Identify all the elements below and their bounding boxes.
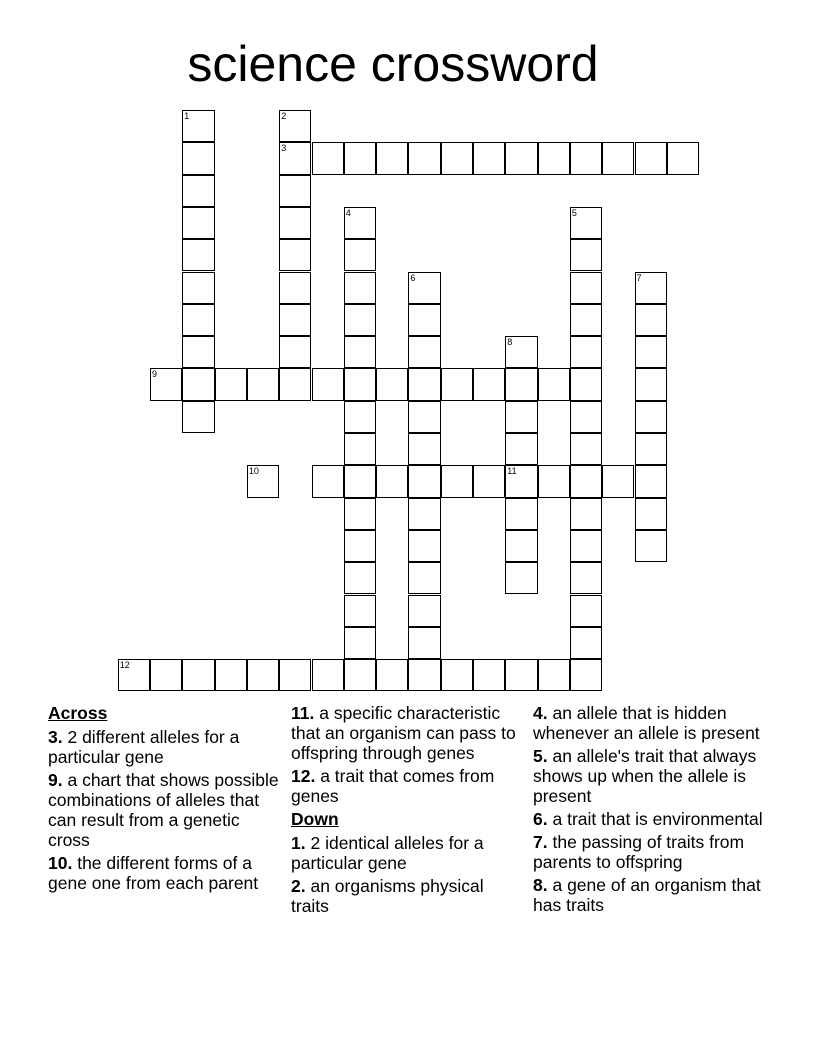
grid-cell[interactable] [344,595,376,627]
cell-number: 1 [184,111,190,121]
grid-cell[interactable] [473,465,505,497]
grid-cell[interactable] [602,465,634,497]
grid-cell[interactable] [538,465,570,497]
grid-cell[interactable] [635,272,667,304]
grid-cell[interactable] [279,272,311,304]
grid-cell[interactable] [182,239,214,271]
clue-down-8 [533,875,769,915]
grid-cell[interactable] [570,207,602,239]
grid-cell[interactable] [635,530,667,562]
grid-cell[interactable] [505,498,537,530]
clue-across-12 [291,766,523,806]
grid-cell[interactable] [344,433,376,465]
across-heading: Across [48,703,108,723]
clue-text: a trait that is environmental [552,809,763,829]
grid-cell[interactable] [279,175,311,207]
grid-cell[interactable] [570,498,602,530]
cell-number: 3 [281,143,287,154]
cell-number: 12 [119,660,130,671]
grid-cell[interactable] [635,465,667,497]
grid-cell[interactable] [215,659,247,691]
grid-cell[interactable] [279,336,311,368]
grid-cell[interactable] [279,110,311,142]
clue-number: 3. [48,727,63,747]
clue-text: the passing of traits from parents to offspring [533,832,745,872]
grid-cell[interactable] [344,207,376,239]
clue-text: a chart that shows possible combinations of alleles that can result from a genetic cross [48,770,279,850]
grid-cell[interactable] [635,304,667,336]
clue-number: 10. [48,853,73,873]
clue-across-10 [48,853,280,893]
grid-cell[interactable] [344,659,376,691]
grid-cell[interactable] [408,465,440,497]
grid-cell[interactable] [215,368,247,400]
grid-cell[interactable] [376,368,408,400]
clue-number: 4. [533,703,548,723]
clue-down-1 [291,833,523,873]
grid-cell[interactable] [344,272,376,304]
grid-cell[interactable] [408,498,440,530]
grid-cell[interactable] [376,142,408,174]
grid-cell[interactable] [344,465,376,497]
grid-cell[interactable] [182,659,214,691]
grid-cell[interactable] [635,142,667,174]
grid-cell[interactable] [376,659,408,691]
clue-number: 9. [48,770,63,790]
grid-cell[interactable] [344,401,376,433]
grid-cell[interactable] [570,595,602,627]
clue-down-6 [533,809,769,829]
grid-cell[interactable] [570,239,602,271]
cell-number: 6 [410,272,416,283]
grid-cell[interactable] [538,368,570,400]
grid-cell[interactable] [344,336,376,368]
grid-cell[interactable] [505,433,537,465]
grid-cell[interactable] [344,239,376,271]
clue-across-3 [48,727,280,767]
clue-text: a specific characteristic that an organism can pass to offspring through genes [291,703,516,763]
cell-number: 7 [636,272,642,283]
grid-cell[interactable] [182,336,214,368]
grid-cell[interactable] [247,465,279,497]
clue-number: 1. [291,833,306,853]
grid-cell[interactable] [408,433,440,465]
grid-cell[interactable] [505,401,537,433]
grid-cell[interactable] [408,595,440,627]
grid-cell[interactable] [505,336,537,368]
grid-cell[interactable] [570,465,602,497]
grid-cell[interactable] [473,142,505,174]
grid-cell[interactable] [247,368,279,400]
cell-number: 2 [281,111,287,121]
grid-cell[interactable] [408,368,440,400]
grid-cell[interactable] [570,272,602,304]
grid-cell[interactable] [602,142,634,174]
grid-cell[interactable] [505,142,537,174]
grid-cell[interactable] [635,336,667,368]
grid-cell[interactable] [182,304,214,336]
grid-cell[interactable] [182,175,214,207]
cell-number: 11 [507,466,517,477]
grid-cell[interactable] [247,659,279,691]
grid-cell[interactable] [150,368,182,400]
cell-number: 5 [571,207,577,218]
grid-cell[interactable] [441,368,473,400]
grid-cell[interactable] [635,498,667,530]
grid-cell[interactable] [150,659,182,691]
grid-cell[interactable] [441,659,473,691]
clue-column-2 [291,703,523,919]
grid-cell[interactable] [505,368,537,400]
grid-cell[interactable] [312,142,344,174]
grid-cell[interactable] [408,272,440,304]
grid-cell[interactable] [408,304,440,336]
cell-number: 8 [507,337,513,348]
grid-cell[interactable] [538,659,570,691]
grid-cell[interactable] [344,304,376,336]
grid-cell[interactable] [570,433,602,465]
grid-cell[interactable] [344,562,376,594]
grid-cell[interactable] [182,272,214,304]
clue-across-11 [291,703,523,763]
cell-number: 9 [152,369,158,380]
grid-cell[interactable] [538,142,570,174]
grid-cell[interactable] [570,562,602,594]
grid-cell[interactable] [344,627,376,659]
grid-cell[interactable] [408,530,440,562]
grid-cell[interactable] [505,465,537,497]
grid-cell[interactable] [473,368,505,400]
grid-cell[interactable] [182,401,214,433]
grid-cell[interactable] [344,142,376,174]
grid-cell[interactable] [570,336,602,368]
clue-down-7 [533,832,769,872]
grid-cell[interactable] [312,465,344,497]
grid-cell[interactable] [635,368,667,400]
grid-cell[interactable] [279,659,311,691]
grid-cell[interactable] [312,368,344,400]
grid-cell[interactable] [344,368,376,400]
clue-down-5 [533,746,769,806]
grid-cell[interactable] [570,530,602,562]
grid-cell[interactable] [344,530,376,562]
grid-cell[interactable] [279,142,311,174]
clue-text: the different forms of a gene one from each parent [48,853,259,893]
grid-cell[interactable] [279,304,311,336]
clue-number: 12. [291,766,316,786]
page-title: science crossword [187,36,599,92]
grid-cell[interactable] [279,368,311,400]
clue-number: 6. [533,809,548,829]
grid-cell[interactable] [441,142,473,174]
grid-cell[interactable] [570,401,602,433]
clue-text: an organisms physical traits [291,876,484,916]
grid-cell[interactable] [182,368,214,400]
clue-across-9 [48,770,280,850]
grid-cell[interactable] [182,207,214,239]
grid-cell[interactable] [408,401,440,433]
grid-cell[interactable] [408,659,440,691]
clue-down-4 [533,703,769,743]
clue-number: 7. [533,832,548,852]
grid-cell[interactable] [570,627,602,659]
clue-text: an allele that is hidden whenever an allele is present [533,703,760,743]
clue-column-1 [48,703,280,896]
clue-down-2 [291,876,523,916]
clue-number: 5. [533,746,548,766]
grid-cell[interactable] [182,110,214,142]
grid-cell[interactable] [570,304,602,336]
grid-cell[interactable] [408,562,440,594]
grid-cell[interactable] [570,368,602,400]
grid-cell[interactable] [408,142,440,174]
cell-number: 4 [345,207,351,218]
clue-text: 2 identical alleles for a particular gene [291,833,484,873]
grid-cell[interactable] [505,530,537,562]
grid-cell[interactable] [570,142,602,174]
cell-number: 10 [248,466,259,477]
clue-number: 8. [533,875,548,895]
grid-cell[interactable] [408,627,440,659]
grid-cell[interactable] [635,433,667,465]
clue-number: 11. [291,703,315,723]
grid-cell[interactable] [279,207,311,239]
grid-cell[interactable] [344,498,376,530]
grid-cell[interactable] [312,659,344,691]
grid-cell[interactable] [118,659,150,691]
grid-cell[interactable] [408,336,440,368]
down-heading: Down [291,809,339,829]
grid-cell[interactable] [441,465,473,497]
clue-text: 2 different alleles for a particular gene [48,727,240,767]
clue-text: a trait that comes from genes [291,766,495,806]
grid-cell[interactable] [505,659,537,691]
clue-text: an allele's trait that always shows up when the allele is present [533,746,757,806]
grid-cell[interactable] [667,142,699,174]
grid-cell[interactable] [505,562,537,594]
grid-cell[interactable] [279,239,311,271]
grid-cell[interactable] [473,659,505,691]
clue-number: 2. [291,876,306,896]
grid-cell[interactable] [570,659,602,691]
grid-cell[interactable] [376,465,408,497]
grid-cell[interactable] [182,142,214,174]
clue-text: a gene of an organism that has traits [533,875,761,915]
clue-column-3 [533,703,769,918]
grid-cell[interactable] [635,401,667,433]
